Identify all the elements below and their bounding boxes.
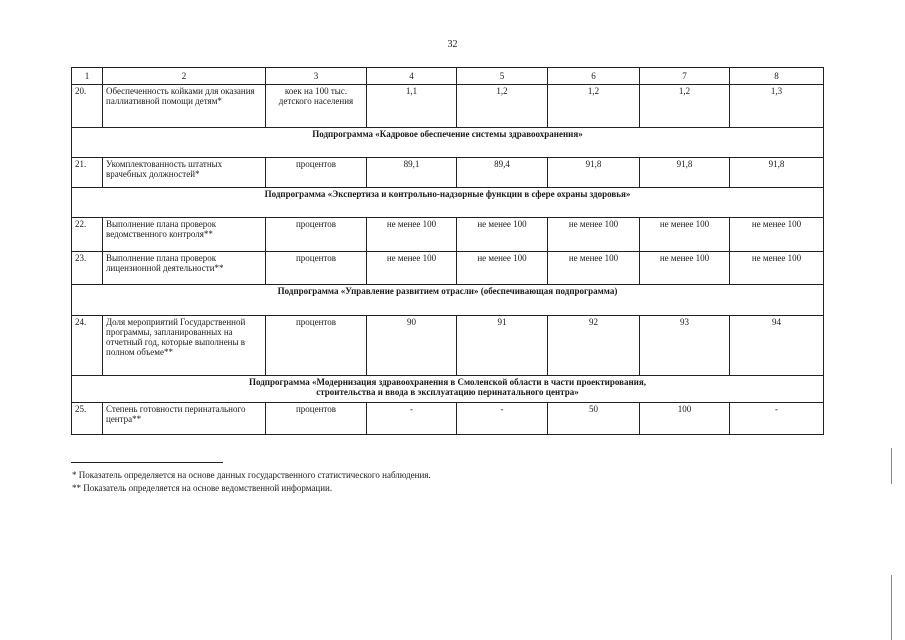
value-cell: не менее 100 [457,252,548,285]
value-cell: - [457,403,548,435]
scan-artifact-line [891,448,892,484]
subprogram-heading [72,376,824,403]
value-cell: 90 [367,316,457,376]
value-cell: 50 [548,403,640,435]
value-cell: не менее 100 [548,218,640,252]
column-number: 7 [640,68,730,85]
unit-cell: коек на 100 тыс. детского населения [266,85,367,128]
table-row [72,403,824,435]
page-number: 32 [447,39,458,50]
value-cell: 89,4 [457,158,548,188]
column-number: 2 [103,68,266,85]
subprogram-row [72,285,824,316]
value-cell: 94 [730,316,824,376]
unit-cell: процентов [266,316,367,376]
row-number: 25. [72,403,103,435]
column-number-row [72,68,824,85]
value-cell: 1,3 [730,85,824,128]
value-cell: 89,1 [367,158,457,188]
column-number: 6 [548,68,640,85]
value-cell: 91 [457,316,548,376]
indicator-name: Обеспеченность койками для оказания паллиативной помощи детям* [103,85,266,128]
value-cell: 1,2 [548,85,640,128]
value-cell: 1,2 [457,85,548,128]
subprogram-heading: Подпрограмма «Управление развитием отрасли» (обеспечивающая подпрограмма) [72,285,824,316]
value-cell: не менее 100 [730,252,824,285]
row-number: 21. [72,158,103,188]
indicator-name: Выполнение плана проверок лицензионной деятельности** [103,252,266,285]
subprogram-heading: Подпрограмма «Экспертиза и контрольно-надзорные функции в сфере охраны здоровья» [72,188,824,218]
indicators-table [71,67,824,435]
subprogram-row [72,128,824,158]
value-cell: 91,8 [640,158,730,188]
value-cell: 92 [548,316,640,376]
table-row [72,85,824,128]
row-number: 20. [72,85,103,128]
subprogram-heading: Подпрограмма «Кадровое обеспечение системы здравоохранения» [72,128,824,158]
scan-artifact-line [891,575,892,640]
value-cell: - [730,403,824,435]
value-cell: 91,8 [548,158,640,188]
value-cell: 1,2 [640,85,730,128]
column-number: 5 [457,68,548,85]
footnote: * Показатель определяется на основе данных государственного статистического наблюдения. [72,470,431,480]
table-row [72,316,824,376]
value-cell: - [367,403,457,435]
row-number: 24. [72,316,103,376]
value-cell: не менее 100 [640,252,730,285]
column-number: 3 [266,68,367,85]
row-number: 23. [72,252,103,285]
footnote: ** Показатель определяется на основе ведомственной информации. [72,483,333,493]
column-number: 1 [72,68,103,85]
subprogram-heading-line: Подпрограмма «Модернизация здравоохранения в Смоленской области в части проектирования, [249,377,646,387]
value-cell: 93 [640,316,730,376]
value-cell: не менее 100 [457,218,548,252]
indicator-name: Доля мероприятий Государственной программы, запланированных на отчетный год, которые выполнены в полном объеме** [103,316,266,376]
value-cell: 100 [640,403,730,435]
value-cell: не менее 100 [730,218,824,252]
indicator-name: Укомплектованность штатных врачебных должностей* [103,158,266,188]
value-cell: не менее 100 [640,218,730,252]
value-cell: не менее 100 [367,252,457,285]
unit-cell: процентов [266,218,367,252]
indicator-name: Степень готовности перинатального центра** [103,403,266,435]
subprogram-row [72,188,824,218]
table-row [72,218,824,252]
value-cell: 91,8 [730,158,824,188]
value-cell: 1,1 [367,85,457,128]
column-number: 8 [730,68,824,85]
footnote-divider [71,462,223,463]
table-row [72,252,824,285]
subprogram-heading-line: строительства и ввода в эксплуатацию перинатального центра» [316,387,579,397]
unit-cell: процентов [266,252,367,285]
unit-cell: процентов [266,403,367,435]
value-cell: не менее 100 [367,218,457,252]
subprogram-row [72,376,824,403]
value-cell: не менее 100 [548,252,640,285]
table-row [72,158,824,188]
unit-cell: процентов [266,158,367,188]
row-number: 22. [72,218,103,252]
column-number: 4 [367,68,457,85]
footnotes [72,469,431,495]
indicator-name: Выполнение плана проверок ведомственного контроля** [103,218,266,252]
